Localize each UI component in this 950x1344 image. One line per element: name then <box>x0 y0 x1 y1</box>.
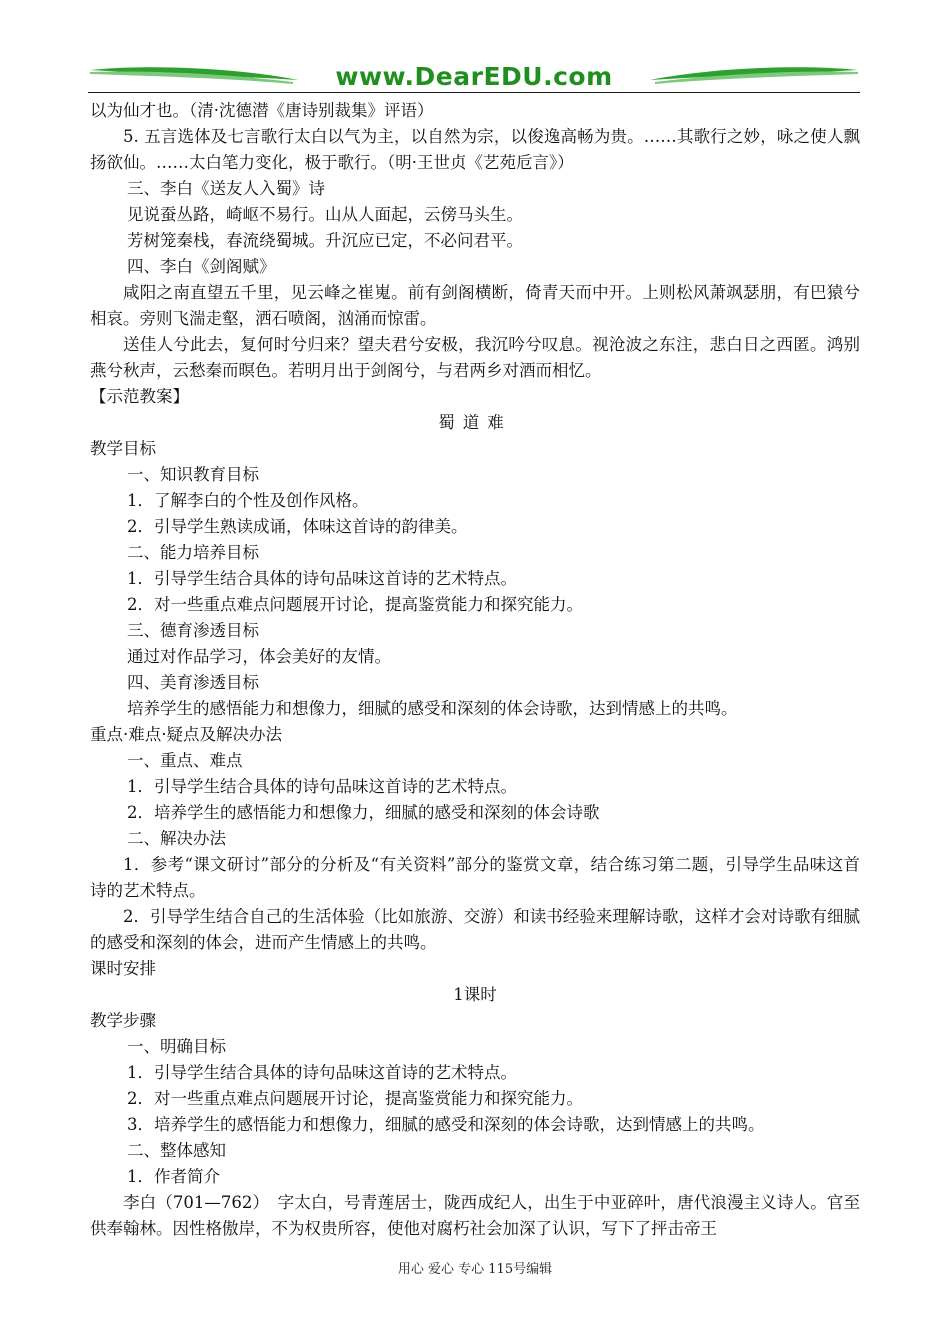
subsection-heading: 一、重点、难点 <box>127 751 243 770</box>
list-item: 1．引导学生结合具体的诗句品味这首诗的艺术特点。 <box>127 777 517 796</box>
list-item: 1．引导学生结合具体的诗句品味这首诗的艺术特点。 <box>127 1063 517 1082</box>
document-body <box>90 98 860 1242</box>
lesson-duration: 1课时 <box>453 985 497 1004</box>
page-footer: 用心 爱心 专心 115号编辑 <box>397 1262 553 1277</box>
text-paragraph: 咸阳之南直望五千里，见云峰之崔嵬。前有剑阁横断，倚青天而中开。上则松风萧飒瑟朋，有巴猿兮相哀。旁则飞湍走壑，洒石喷阁，汹涌而惊雷。 <box>90 283 860 328</box>
poem-line: 见说蚕丛路，崎岖不易行。山从人面起，云傍马头生。 <box>127 205 523 224</box>
text-line: 通过对作品学习，体会美好的友情。 <box>127 647 391 666</box>
list-item: 1．参考“课文研讨”部分的分析及“有关资料”部分的鉴赏文章，结合练习第二题，引导学生品味这首诗的艺术特点。 <box>90 855 860 900</box>
list-item: 2．引导学生熟读成诵，体味这首诗的韵律美。 <box>127 517 468 536</box>
subsection-heading: 一、知识教育目标 <box>127 465 259 484</box>
list-item: 1．作者简介 <box>127 1167 220 1186</box>
section-heading: 教学目标 <box>90 439 156 458</box>
subsection-heading: 一、明确目标 <box>127 1037 226 1056</box>
list-item: 2．对一些重点难点问题展开讨论，提高鉴赏能力和探究能力。 <box>127 1089 583 1108</box>
section-heading: 三、李白《送友人入蜀》诗 <box>127 179 325 198</box>
text-paragraph: 李白（701—762） 字太白，号青莲居士，陇西成纪人，出生于中亚碎叶，唐代浪漫主义诗人。官至供奉翰林。因性格傲岸，不为权贵所容，使他对腐朽社会加深了认识，写下了抨击帝王 <box>90 1193 860 1238</box>
text-line: 以为仙才也。（清·沈德潜《唐诗别裁集》评语） <box>90 101 434 120</box>
header-divider <box>88 92 860 93</box>
text-line: 培养学生的感悟能力和想像力，细腻的感受和深刻的体会诗歌，达到情感上的共鸣。 <box>127 699 738 718</box>
list-item: 1．了解李白的个性及创作风格。 <box>127 491 369 510</box>
lesson-title: 蜀道难 <box>438 413 512 432</box>
list-item: 3．培养学生的感悟能力和想像力，细腻的感受和深刻的体会诗歌，达到情感上的共鸣。 <box>127 1115 765 1134</box>
section-heading: 课时安排 <box>90 959 156 978</box>
section-label: 【示范教案】 <box>90 387 189 406</box>
text-paragraph: 送佳人兮此去，复何时兮归来？望夫君兮安极，我沉吟兮叹息。视沧波之东注，悲白日之西匿。鸿别燕兮秋声，云愁秦而暝色。若明月出于剑阁兮，与君两乡对酒而相忆。 <box>90 335 860 380</box>
section-heading: 重点·难点·疑点及解决办法 <box>90 725 282 744</box>
subsection-heading: 四、美育渗透目标 <box>127 673 259 692</box>
text-paragraph: 5. 五言选体及七言歌行太白以气为主，以自然为宗，以俊逸高畅为贵。……其歌行之妙，咏之使人飘扬欲仙。……太白笔力变化，极于歌行。（明·王世贞《艺苑卮言》） <box>90 127 860 172</box>
section-heading: 教学步骤 <box>90 1011 156 1030</box>
list-item: 2．对一些重点难点问题展开讨论，提高鉴赏能力和探究能力。 <box>127 595 583 614</box>
list-item: 1．引导学生结合具体的诗句品味这首诗的艺术特点。 <box>127 569 517 588</box>
poem-line: 芳树笼秦栈，春流绕蜀城。升沉应已定，不必问君平。 <box>127 231 523 250</box>
subsection-heading: 二、能力培养目标 <box>127 543 259 562</box>
page-header <box>88 60 860 94</box>
subsection-heading: 三、德育渗透目标 <box>127 621 259 640</box>
list-item: 2．引导学生结合自己的生活体验（比如旅游、交游）和读书经验来理解诗歌，这样才会对诗歌有细腻的感受和深刻的体会，进而产生情感上的共鸣。 <box>90 907 860 952</box>
subsection-heading: 二、整体感知 <box>127 1141 226 1160</box>
site-logo-text[interactable]: www.DearEDU.com <box>335 62 613 91</box>
subsection-heading: 二、解决办法 <box>127 829 226 848</box>
list-item: 2．培养学生的感悟能力和想像力，细腻的感受和深刻的体会诗歌 <box>127 803 600 822</box>
section-heading: 四、李白《剑阁赋》 <box>127 257 276 276</box>
